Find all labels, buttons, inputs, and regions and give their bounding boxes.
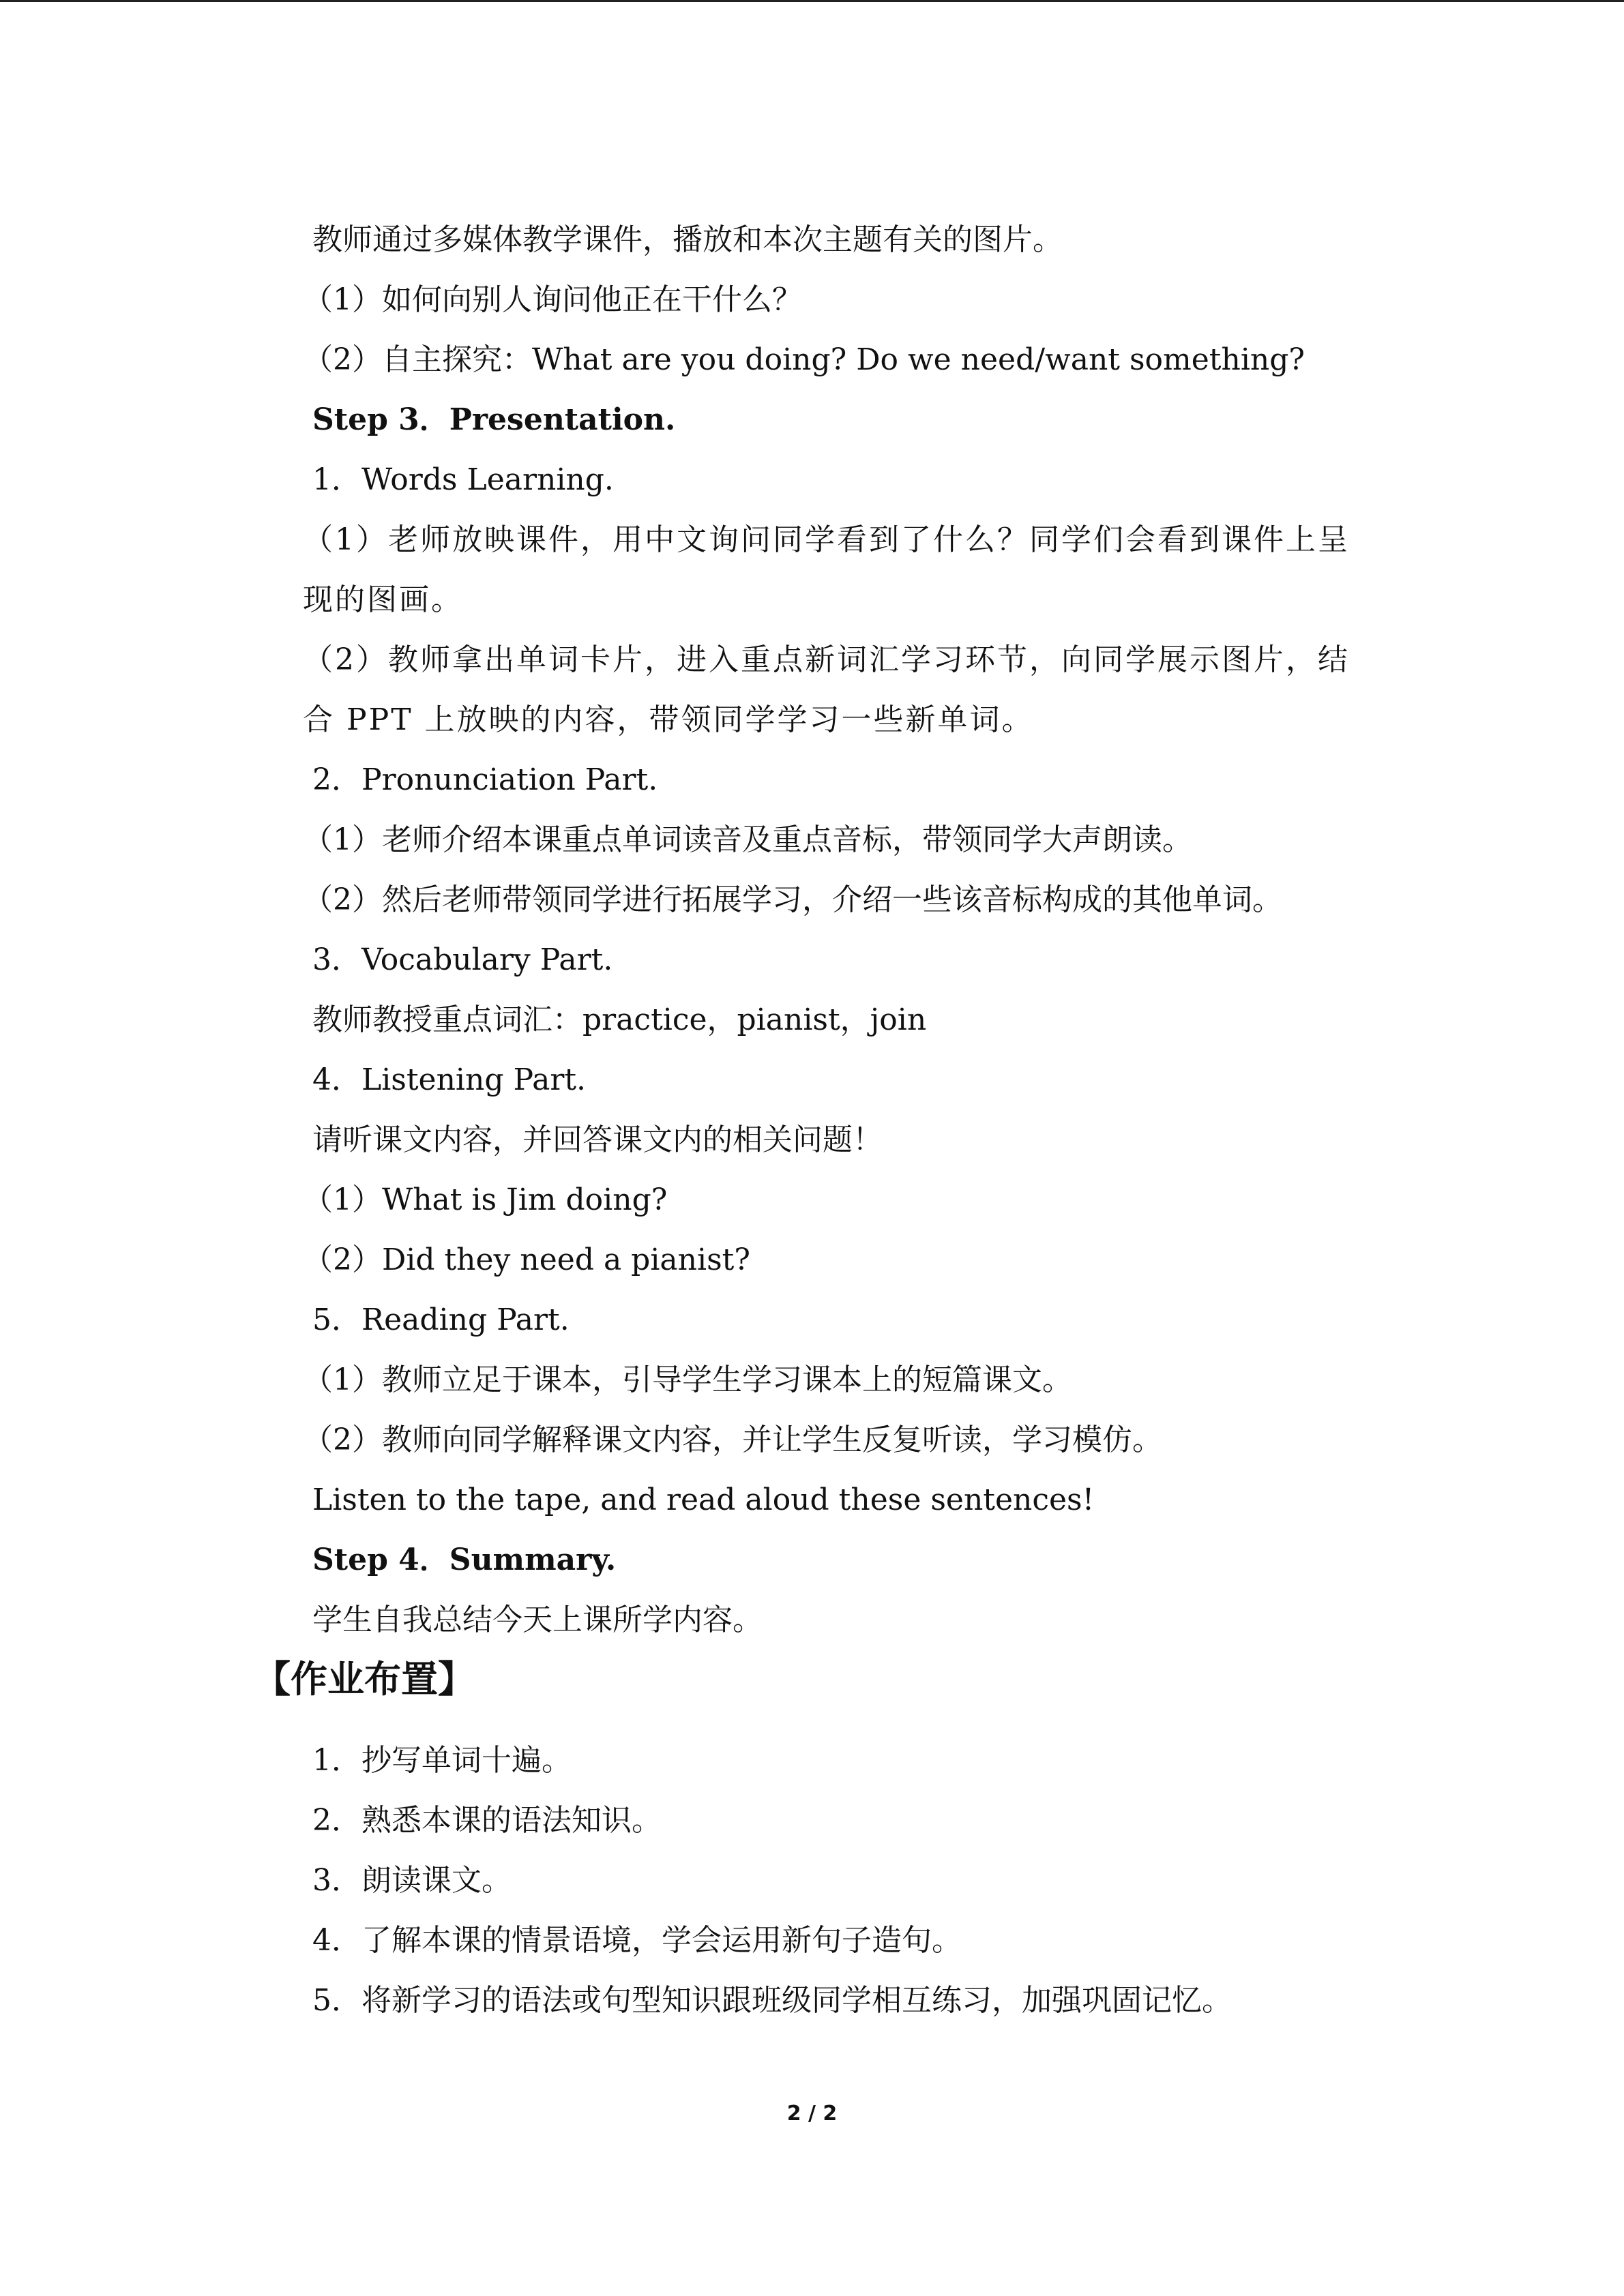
- homework-list: [312, 1731, 1376, 2031]
- vocabulary-heading: 3．Vocabulary Part.: [312, 942, 613, 977]
- intro-text: 教师通过多媒体教学课件，播放和本次主题有关的图片。: [312, 222, 1063, 257]
- page-top-border: [0, 0, 1624, 2]
- lesson-body: [303, 210, 1376, 1650]
- reading-instruction: Listen to the tape, and read aloud these sentences!: [312, 1482, 1095, 1517]
- listening-heading: 4．Listening Part.: [312, 1062, 587, 1097]
- step-4-heading: Step 4．Summary.: [312, 1542, 617, 1577]
- reading-item-1: （1）教师立足于课本，引导学生学习课本上的短篇课文。: [303, 1362, 1072, 1397]
- summary-text: 学生自我总结今天上课所学内容。: [312, 1602, 763, 1637]
- reading-heading: 5．Reading Part.: [312, 1302, 570, 1337]
- listening-instruction: 请听课文内容，并回答课文内的相关问题！: [312, 1122, 883, 1157]
- homework-item: 4．了解本课的情景语境，学会运用新句子造句。: [312, 1923, 962, 1958]
- homework-item: 5．将新学习的语法或句型知识跟班级同学相互练习，加强巩固记忆。: [312, 1983, 1232, 2018]
- page-number: 2 / 2: [786, 2102, 838, 2126]
- homework-item: 3．朗读课文。: [312, 1863, 512, 1898]
- question-2: （2）自主探究：What are you doing? Do we need/want something?: [303, 342, 1305, 377]
- homework-item: 2．熟悉本课的语法知识。: [312, 1803, 662, 1838]
- homework-heading: 【作业布置】: [254, 1658, 475, 1701]
- words-learning-heading: 1．Words Learning.: [312, 462, 614, 497]
- listening-question-2: （2）Did they need a pianist?: [303, 1242, 750, 1277]
- reading-item-2: （2）教师向同学解释课文内容，并让学生反复听读，学习模仿。: [303, 1422, 1162, 1457]
- vocabulary-text: 教师教授重点词汇：practice，pianist，join: [312, 1002, 927, 1037]
- pronunciation-item-1: （1）老师介绍本课重点单词读音及重点音标，带领同学大声朗读。: [303, 822, 1192, 857]
- homework-item: 1．抄写单词十遍。: [312, 1743, 572, 1778]
- pronunciation-item-2: （2）然后老师带领同学进行拓展学习，介绍一些该音标构成的其他单词。: [303, 882, 1282, 917]
- question-1: （1）如何向别人询问他正在干什么？: [303, 282, 802, 317]
- pronunciation-heading: 2．Pronunciation Part.: [312, 762, 658, 797]
- listening-question-1: （1）What is Jim doing?: [303, 1182, 668, 1217]
- step-3-heading: Step 3．Presentation.: [312, 402, 676, 437]
- words-learning-item-2: （2）教师拿出单词卡片，进入重点新词汇学习环节，向同学展示图片，结合 PPT 上放映的内容，带领同学学习一些新单词。: [303, 642, 1350, 737]
- words-learning-item-1: （1）老师放映课件，用中文询问同学看到了什么？同学们会看到课件上呈现的图画。: [303, 522, 1350, 617]
